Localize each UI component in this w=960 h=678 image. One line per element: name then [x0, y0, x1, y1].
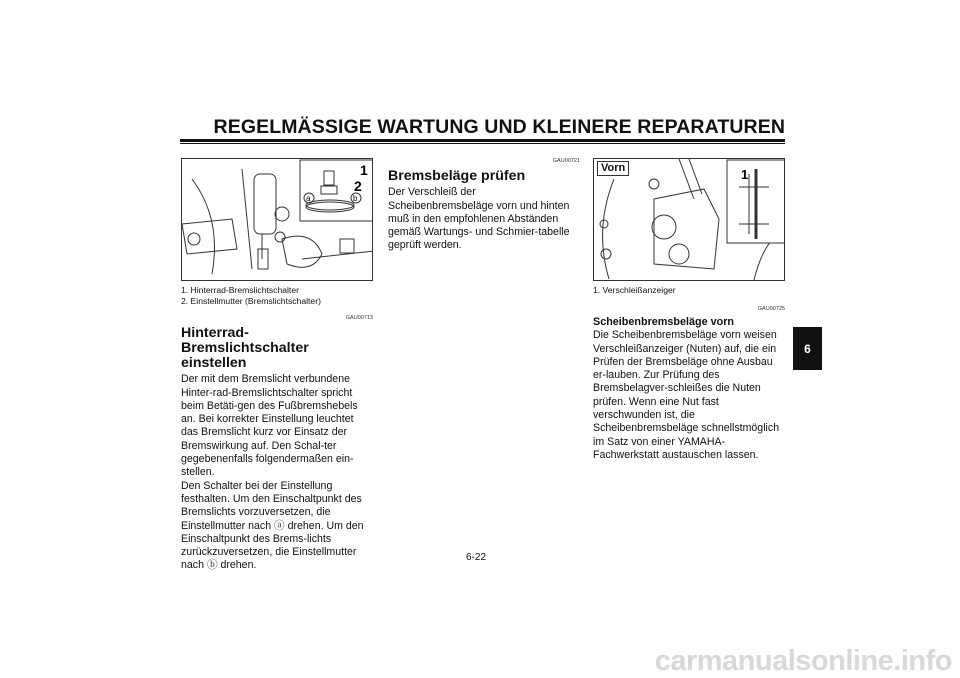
figure-tag-front: Vorn — [597, 161, 629, 176]
watermark: carmanualsonline.info — [654, 645, 952, 677]
section-heading: Bremsbeläge prüfen — [388, 168, 526, 185]
caption-2: 2. Einstellmutter (Bremslichtschalter) — [181, 296, 321, 306]
body-text: drehen. Um den Einschaltpunkt des Brems-lichts zurückzuversetzen, die Einstellmutter nach — [181, 519, 364, 572]
body-text: drehen. — [220, 559, 257, 572]
section-heading: Scheibenbremsbeläge vorn — [593, 316, 735, 329]
caption-1: 1. Hinterrad-Bremslichtschalter — [181, 285, 299, 295]
body-text: Den Schalter bei der Einstellung festhalten. Um den Einschaltpunkt des Bremslichts vorzuversetzen, die Einstellmutter nach — [181, 479, 362, 532]
brake-switch-illustration — [181, 158, 373, 281]
body-paragraph: Der Verschleiß der Scheibenbremsbeläge vorn und hinten muß in den empfohlenen Abständen gemäß Wartungs- und Schmier-tabelle geprüft werden. — [388, 186, 570, 252]
section-code: GAU00725 — [757, 306, 785, 312]
brake-pad-illustration — [593, 158, 785, 281]
mark-a: ⓐ — [274, 519, 285, 532]
left-column — [181, 158, 373, 573]
page-number: 6-22 — [466, 552, 487, 563]
figure-label-2: 2 — [354, 178, 362, 194]
section-code: GAU00713 — [345, 315, 373, 321]
body-paragraph: Die Scheibenbremsbeläge vorn weisen Verschleißanzeiger (Nuten) auf, die ein Prüfen der Bremsbeläge ohne Ausbau er-lauben. Zur Prüfung des Bremsbelagver-schleißes die Nuten prüfen. Wenn eine Nut fast verschwunden ist, die Scheibenbremsbeläge schnellstmöglich im Satz von einer YAMAHA- Fachwerkstatt austauschen lassen. — [593, 329, 780, 461]
right-column — [593, 158, 785, 462]
section-heading: Hinterrad-Bremslichtschalter einstellen — [181, 325, 309, 372]
figure-label-a: a — [306, 194, 311, 203]
section-code: GAU00721 — [552, 158, 580, 164]
page-title: REGELMÄSSIGE WARTUNG UND KLEINERE REPARATUREN — [213, 116, 785, 138]
chapter-tab: 6 — [793, 327, 822, 370]
figure-captions — [181, 285, 373, 307]
title-rule — [180, 139, 785, 142]
figure-label-1: 1 — [360, 162, 368, 178]
figure-caption: 1. Verschleißanzeiger — [593, 285, 676, 295]
title-rule-thin — [180, 143, 785, 144]
body-paragraph-1: Der mit dem Bremslicht verbundene Hinter-rad-Bremslichtschalter spricht beim Betäti-gen des Fußbremshebels an. Bei korrekter Einstellung leuchtet das Bremslicht kurz vor Einsatz der Bremswirkung auf. Den Schal-ter gegebenenfalls folgendermaßen ein-stellen. — [181, 373, 358, 479]
mark-b: ⓑ — [206, 559, 218, 572]
brake-caliper-drawing — [594, 159, 785, 280]
brake-switch-drawing — [182, 159, 373, 280]
body-paragraph-2 — [181, 480, 373, 573]
figure-label-1: 1 — [741, 167, 749, 182]
figure-label-b: b — [353, 194, 358, 203]
middle-column — [388, 155, 580, 253]
